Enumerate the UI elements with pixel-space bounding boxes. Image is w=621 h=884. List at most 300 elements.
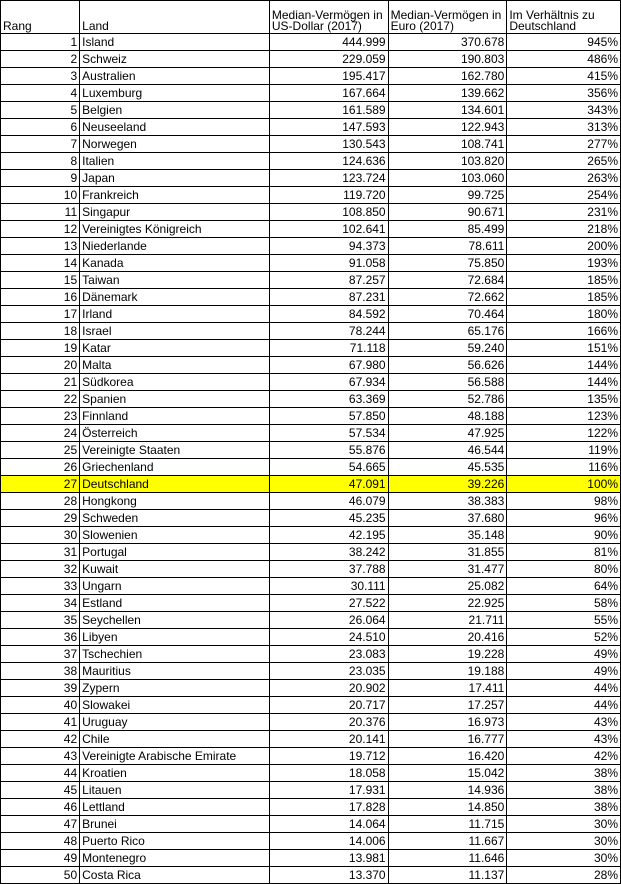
eur-value-cell[interactable]: 139.662: [388, 85, 507, 102]
table-row: [1, 612, 621, 629]
table-row: [1, 68, 621, 85]
country-cell[interactable]: Montenegro: [80, 850, 270, 867]
eur-value-cell[interactable]: 72.684: [388, 272, 507, 289]
eur-value-cell[interactable]: 56.588: [388, 374, 507, 391]
usd-value-cell[interactable]: 229.059: [269, 51, 388, 68]
eur-value-cell[interactable]: 17.257: [388, 697, 507, 714]
usd-value-cell[interactable]: 67.980: [269, 357, 388, 374]
country-cell[interactable]: Uruguay: [80, 714, 270, 731]
rank-cell[interactable]: 6: [1, 119, 80, 136]
table-row: [1, 425, 621, 442]
ratio-cell[interactable]: 185%: [507, 272, 621, 289]
country-cell[interactable]: Hongkong: [80, 493, 270, 510]
rank-cell[interactable]: 37: [1, 646, 80, 663]
eur-value-cell[interactable]: 90.671: [388, 204, 507, 221]
ratio-cell[interactable]: 486%: [507, 51, 621, 68]
usd-value-cell[interactable]: 14.064: [269, 816, 388, 833]
ratio-cell[interactable]: 277%: [507, 136, 621, 153]
rank-cell[interactable]: 19: [1, 340, 80, 357]
rank-cell[interactable]: 23: [1, 408, 80, 425]
country-cell[interactable]: Österreich: [80, 425, 270, 442]
eur-value-cell[interactable]: 122.943: [388, 119, 507, 136]
country-cell[interactable]: Griechenland: [80, 459, 270, 476]
header-eur[interactable]: Median-Vermögen in Euro (2017): [388, 1, 507, 34]
eur-value-cell[interactable]: 190.803: [388, 51, 507, 68]
ratio-cell[interactable]: 30%: [507, 816, 621, 833]
eur-value-cell[interactable]: 99.725: [388, 187, 507, 204]
eur-value-cell[interactable]: 31.477: [388, 561, 507, 578]
rank-cell[interactable]: 32: [1, 561, 80, 578]
eur-value-cell[interactable]: 14.936: [388, 782, 507, 799]
country-cell[interactable]: Katar: [80, 340, 270, 357]
usd-value-cell[interactable]: 102.641: [269, 221, 388, 238]
eur-value-cell[interactable]: 11.137: [388, 867, 507, 884]
eur-value-cell[interactable]: 103.820: [388, 153, 507, 170]
table-row: [1, 340, 621, 357]
eur-value-cell[interactable]: 72.662: [388, 289, 507, 306]
table-row: [1, 748, 621, 765]
rank-cell[interactable]: 4: [1, 85, 80, 102]
country-cell[interactable]: Chile: [80, 731, 270, 748]
table-header: [1, 1, 621, 34]
rank-cell[interactable]: 25: [1, 442, 80, 459]
ratio-cell[interactable]: 100%: [507, 476, 621, 493]
eur-value-cell[interactable]: 70.464: [388, 306, 507, 323]
eur-value-cell[interactable]: 78.611: [388, 238, 507, 255]
country-cell[interactable]: Schweiz: [80, 51, 270, 68]
usd-value-cell[interactable]: 67.934: [269, 374, 388, 391]
country-cell[interactable]: Lettland: [80, 799, 270, 816]
table-row: [1, 221, 621, 238]
country-cell[interactable]: Spanien: [80, 391, 270, 408]
table-row: [1, 374, 621, 391]
rank-cell[interactable]: 8: [1, 153, 80, 170]
eur-value-cell[interactable]: 52.786: [388, 391, 507, 408]
usd-value-cell[interactable]: 54.665: [269, 459, 388, 476]
header-ratio[interactable]: Im Verhältnis zu Deutschland: [507, 1, 621, 34]
table-row: [1, 51, 621, 68]
eur-value-cell[interactable]: 103.060: [388, 170, 507, 187]
ratio-cell[interactable]: 58%: [507, 595, 621, 612]
rank-cell[interactable]: 50: [1, 867, 80, 884]
country-cell[interactable]: Belgien: [80, 102, 270, 119]
ratio-cell[interactable]: 43%: [507, 714, 621, 731]
table-row: [1, 442, 621, 459]
table-row: [1, 578, 621, 595]
table-row: [1, 170, 621, 187]
usd-value-cell[interactable]: 45.235: [269, 510, 388, 527]
country-cell[interactable]: Vereinigte Staaten: [80, 442, 270, 459]
rank-cell[interactable]: 28: [1, 493, 80, 510]
country-cell[interactable]: Niederlande: [80, 238, 270, 255]
country-cell[interactable]: Kanada: [80, 255, 270, 272]
eur-value-cell[interactable]: 15.042: [388, 765, 507, 782]
table-row: [1, 136, 621, 153]
country-cell[interactable]: Südkorea: [80, 374, 270, 391]
ratio-cell[interactable]: 30%: [507, 850, 621, 867]
rank-cell[interactable]: 43: [1, 748, 80, 765]
eur-value-cell[interactable]: 47.925: [388, 425, 507, 442]
country-cell[interactable]: Brunei: [80, 816, 270, 833]
usd-value-cell[interactable]: 119.720: [269, 187, 388, 204]
table-row: [1, 816, 621, 833]
eur-value-cell[interactable]: 16.777: [388, 731, 507, 748]
rank-cell[interactable]: 2: [1, 51, 80, 68]
table-row: [1, 595, 621, 612]
table-row: [1, 153, 621, 170]
country-cell[interactable]: Luxemburg: [80, 85, 270, 102]
eur-value-cell[interactable]: 11.646: [388, 850, 507, 867]
table-row: [1, 272, 621, 289]
table-row: [1, 187, 621, 204]
ratio-cell[interactable]: 415%: [507, 68, 621, 85]
country-cell[interactable]: Finnland: [80, 408, 270, 425]
country-cell[interactable]: Vereinigte Arabische Emirate: [80, 748, 270, 765]
ratio-cell[interactable]: 44%: [507, 680, 621, 697]
table-row: [1, 85, 621, 102]
rank-cell[interactable]: 29: [1, 510, 80, 527]
rank-cell[interactable]: 9: [1, 170, 80, 187]
table-row: [1, 306, 621, 323]
ratio-cell[interactable]: 218%: [507, 221, 621, 238]
ratio-cell[interactable]: 30%: [507, 833, 621, 850]
table-row: [1, 731, 621, 748]
ratio-cell[interactable]: 96%: [507, 510, 621, 527]
table-row: [1, 204, 621, 221]
country-cell[interactable]: Neuseeland: [80, 119, 270, 136]
table-row: [1, 714, 621, 731]
table-row: [1, 833, 621, 850]
ratio-cell[interactable]: 43%: [507, 731, 621, 748]
usd-value-cell[interactable]: 14.006: [269, 833, 388, 850]
rank-cell[interactable]: 33: [1, 578, 80, 595]
usd-value-cell[interactable]: 17.828: [269, 799, 388, 816]
rank-cell[interactable]: 7: [1, 136, 80, 153]
ratio-cell[interactable]: 90%: [507, 527, 621, 544]
usd-value-cell[interactable]: 71.118: [269, 340, 388, 357]
usd-value-cell[interactable]: 130.543: [269, 136, 388, 153]
usd-value-cell[interactable]: 167.664: [269, 85, 388, 102]
usd-value-cell[interactable]: 42.195: [269, 527, 388, 544]
country-cell[interactable]: Irland: [80, 306, 270, 323]
country-cell[interactable]: Schweden: [80, 510, 270, 527]
country-cell[interactable]: Singapur: [80, 204, 270, 221]
usd-value-cell[interactable]: 18.058: [269, 765, 388, 782]
header-rank[interactable]: Rang: [1, 1, 80, 34]
eur-value-cell[interactable]: 19.228: [388, 646, 507, 663]
country-cell[interactable]: Australien: [80, 68, 270, 85]
country-cell[interactable]: Deutschland: [80, 476, 270, 493]
usd-value-cell[interactable]: 87.257: [269, 272, 388, 289]
rank-cell[interactable]: 1: [1, 34, 80, 51]
usd-value-cell[interactable]: 46.079: [269, 493, 388, 510]
eur-value-cell[interactable]: 21.711: [388, 612, 507, 629]
ratio-cell[interactable]: 52%: [507, 629, 621, 646]
ratio-cell[interactable]: 144%: [507, 357, 621, 374]
ratio-cell[interactable]: 265%: [507, 153, 621, 170]
ratio-cell[interactable]: 180%: [507, 306, 621, 323]
table-row: [1, 697, 621, 714]
ratio-cell[interactable]: 193%: [507, 255, 621, 272]
country-cell[interactable]: Dänemark: [80, 289, 270, 306]
eur-value-cell[interactable]: 75.850: [388, 255, 507, 272]
country-cell[interactable]: Tschechien: [80, 646, 270, 663]
rank-cell[interactable]: 15: [1, 272, 80, 289]
ratio-cell[interactable]: 28%: [507, 867, 621, 884]
ratio-cell[interactable]: 49%: [507, 663, 621, 680]
usd-value-cell[interactable]: 47.091: [269, 476, 388, 493]
country-cell[interactable]: Israel: [80, 323, 270, 340]
rank-cell[interactable]: 13: [1, 238, 80, 255]
ratio-cell[interactable]: 42%: [507, 748, 621, 765]
usd-value-cell[interactable]: 38.242: [269, 544, 388, 561]
eur-value-cell[interactable]: 56.626: [388, 357, 507, 374]
rank-cell[interactable]: 30: [1, 527, 80, 544]
rank-cell[interactable]: 10: [1, 187, 80, 204]
rank-cell[interactable]: 3: [1, 68, 80, 85]
table-body: [1, 34, 621, 884]
eur-value-cell[interactable]: 45.535: [388, 459, 507, 476]
ratio-cell[interactable]: 263%: [507, 170, 621, 187]
country-cell[interactable]: Portugal: [80, 544, 270, 561]
rank-cell[interactable]: 5: [1, 102, 80, 119]
rank-cell[interactable]: 40: [1, 697, 80, 714]
usd-value-cell[interactable]: 55.876: [269, 442, 388, 459]
usd-value-cell[interactable]: 161.589: [269, 102, 388, 119]
rank-cell[interactable]: 49: [1, 850, 80, 867]
ratio-cell[interactable]: 122%: [507, 425, 621, 442]
eur-value-cell[interactable]: 20.416: [388, 629, 507, 646]
usd-value-cell[interactable]: 30.111: [269, 578, 388, 595]
table-row: [1, 561, 621, 578]
eur-value-cell[interactable]: 38.383: [388, 493, 507, 510]
eur-value-cell[interactable]: 14.850: [388, 799, 507, 816]
rank-cell[interactable]: 42: [1, 731, 80, 748]
table-row: [1, 646, 621, 663]
usd-value-cell[interactable]: 17.931: [269, 782, 388, 799]
table-row: [1, 527, 621, 544]
ratio-cell[interactable]: 64%: [507, 578, 621, 595]
rank-cell[interactable]: 38: [1, 663, 80, 680]
table-row: [1, 629, 621, 646]
country-cell[interactable]: Kuwait: [80, 561, 270, 578]
usd-value-cell[interactable]: 78.244: [269, 323, 388, 340]
usd-value-cell[interactable]: 63.369: [269, 391, 388, 408]
rank-cell[interactable]: 39: [1, 680, 80, 697]
rank-cell[interactable]: 14: [1, 255, 80, 272]
header-usd[interactable]: Median-Vermögen in US-Dollar (2017): [269, 1, 388, 34]
usd-value-cell[interactable]: 23.035: [269, 663, 388, 680]
rank-cell[interactable]: 21: [1, 374, 80, 391]
country-cell[interactable]: Zypern: [80, 680, 270, 697]
eur-value-cell[interactable]: 134.601: [388, 102, 507, 119]
ratio-cell[interactable]: 151%: [507, 340, 621, 357]
rank-cell[interactable]: 22: [1, 391, 80, 408]
usd-value-cell[interactable]: 123.724: [269, 170, 388, 187]
country-cell[interactable]: Malta: [80, 357, 270, 374]
ratio-cell[interactable]: 38%: [507, 782, 621, 799]
country-cell[interactable]: Costa Rica: [80, 867, 270, 884]
usd-value-cell[interactable]: 20.141: [269, 731, 388, 748]
rank-cell[interactable]: 34: [1, 595, 80, 612]
rank-cell[interactable]: 26: [1, 459, 80, 476]
ratio-cell[interactable]: 231%: [507, 204, 621, 221]
rank-cell[interactable]: 20: [1, 357, 80, 374]
usd-value-cell[interactable]: 94.373: [269, 238, 388, 255]
rank-cell[interactable]: 45: [1, 782, 80, 799]
ratio-cell[interactable]: 945%: [507, 34, 621, 51]
country-cell[interactable]: Kroatien: [80, 765, 270, 782]
table-row: [1, 850, 621, 867]
usd-value-cell[interactable]: 84.592: [269, 306, 388, 323]
eur-value-cell[interactable]: 11.715: [388, 816, 507, 833]
ratio-cell[interactable]: 38%: [507, 799, 621, 816]
ratio-cell[interactable]: 38%: [507, 765, 621, 782]
country-cell[interactable]: Mauritius: [80, 663, 270, 680]
country-cell[interactable]: Estland: [80, 595, 270, 612]
ratio-cell[interactable]: 356%: [507, 85, 621, 102]
ratio-cell[interactable]: 254%: [507, 187, 621, 204]
eur-value-cell[interactable]: 85.499: [388, 221, 507, 238]
eur-value-cell[interactable]: 22.925: [388, 595, 507, 612]
rank-cell[interactable]: 11: [1, 204, 80, 221]
eur-value-cell[interactable]: 17.411: [388, 680, 507, 697]
rank-cell[interactable]: 24: [1, 425, 80, 442]
rank-cell[interactable]: 12: [1, 221, 80, 238]
rank-cell[interactable]: 47: [1, 816, 80, 833]
ratio-cell[interactable]: 135%: [507, 391, 621, 408]
table-row: [1, 544, 621, 561]
eur-value-cell[interactable]: 35.148: [388, 527, 507, 544]
ratio-cell[interactable]: 144%: [507, 374, 621, 391]
table-row: [1, 238, 621, 255]
eur-value-cell[interactable]: 19.188: [388, 663, 507, 680]
eur-value-cell[interactable]: 11.667: [388, 833, 507, 850]
eur-value-cell[interactable]: 37.680: [388, 510, 507, 527]
rank-cell[interactable]: 36: [1, 629, 80, 646]
usd-value-cell[interactable]: 27.522: [269, 595, 388, 612]
usd-value-cell[interactable]: 23.083: [269, 646, 388, 663]
usd-value-cell[interactable]: 20.376: [269, 714, 388, 731]
country-cell[interactable]: Libyen: [80, 629, 270, 646]
country-cell[interactable]: Italien: [80, 153, 270, 170]
country-cell[interactable]: Litauen: [80, 782, 270, 799]
eur-value-cell[interactable]: 31.855: [388, 544, 507, 561]
eur-value-cell[interactable]: 46.544: [388, 442, 507, 459]
ratio-cell[interactable]: 116%: [507, 459, 621, 476]
usd-value-cell[interactable]: 24.510: [269, 629, 388, 646]
rank-cell[interactable]: 18: [1, 323, 80, 340]
usd-value-cell[interactable]: 87.231: [269, 289, 388, 306]
usd-value-cell[interactable]: 37.788: [269, 561, 388, 578]
ratio-cell[interactable]: 313%: [507, 119, 621, 136]
table-row: [1, 34, 621, 51]
eur-value-cell[interactable]: 16.420: [388, 748, 507, 765]
table-row: [1, 459, 621, 476]
ratio-cell[interactable]: 200%: [507, 238, 621, 255]
ratio-cell[interactable]: 119%: [507, 442, 621, 459]
usd-value-cell[interactable]: 19.712: [269, 748, 388, 765]
country-cell[interactable]: Seychellen: [80, 612, 270, 629]
header-country[interactable]: Land: [80, 1, 270, 34]
header-row: [1, 1, 621, 34]
country-cell[interactable]: Frankreich: [80, 187, 270, 204]
rank-cell[interactable]: 46: [1, 799, 80, 816]
eur-value-cell[interactable]: 59.240: [388, 340, 507, 357]
usd-value-cell[interactable]: 13.370: [269, 867, 388, 884]
ratio-cell[interactable]: 81%: [507, 544, 621, 561]
rank-cell[interactable]: 17: [1, 306, 80, 323]
eur-value-cell[interactable]: 48.188: [388, 408, 507, 425]
table-row: [1, 782, 621, 799]
rank-cell[interactable]: 41: [1, 714, 80, 731]
rank-cell[interactable]: 48: [1, 833, 80, 850]
country-cell[interactable]: Island: [80, 34, 270, 51]
usd-value-cell[interactable]: 444.999: [269, 34, 388, 51]
usd-value-cell[interactable]: 13.981: [269, 850, 388, 867]
usd-value-cell[interactable]: 195.417: [269, 68, 388, 85]
usd-value-cell[interactable]: 20.717: [269, 697, 388, 714]
usd-value-cell[interactable]: 57.534: [269, 425, 388, 442]
rank-cell[interactable]: 31: [1, 544, 80, 561]
country-cell[interactable]: Japan: [80, 170, 270, 187]
usd-value-cell[interactable]: 26.064: [269, 612, 388, 629]
usd-value-cell[interactable]: 108.850: [269, 204, 388, 221]
table-row: [1, 102, 621, 119]
ratio-cell[interactable]: 49%: [507, 646, 621, 663]
rank-cell[interactable]: 27: [1, 476, 80, 493]
table-row: [1, 765, 621, 782]
country-cell[interactable]: Norwegen: [80, 136, 270, 153]
ratio-cell[interactable]: 166%: [507, 323, 621, 340]
ratio-cell[interactable]: 55%: [507, 612, 621, 629]
usd-value-cell[interactable]: 57.850: [269, 408, 388, 425]
table-row: [1, 493, 621, 510]
ratio-cell[interactable]: 343%: [507, 102, 621, 119]
usd-value-cell[interactable]: 147.593: [269, 119, 388, 136]
country-cell[interactable]: Vereinigtes Königreich: [80, 221, 270, 238]
eur-value-cell[interactable]: 16.973: [388, 714, 507, 731]
country-cell[interactable]: Ungarn: [80, 578, 270, 595]
country-cell[interactable]: Puerto Rico: [80, 833, 270, 850]
table-row: [1, 289, 621, 306]
ratio-cell[interactable]: 44%: [507, 697, 621, 714]
eur-value-cell[interactable]: 25.082: [388, 578, 507, 595]
table-row: [1, 680, 621, 697]
usd-value-cell[interactable]: 91.058: [269, 255, 388, 272]
table-row: [1, 867, 621, 884]
rank-cell[interactable]: 16: [1, 289, 80, 306]
usd-value-cell[interactable]: 20.902: [269, 680, 388, 697]
country-cell[interactable]: Slowenien: [80, 527, 270, 544]
ratio-cell[interactable]: 185%: [507, 289, 621, 306]
table-row: [1, 663, 621, 680]
ratio-cell[interactable]: 80%: [507, 561, 621, 578]
ratio-cell[interactable]: 98%: [507, 493, 621, 510]
eur-value-cell[interactable]: 39.226: [388, 476, 507, 493]
rank-cell[interactable]: 35: [1, 612, 80, 629]
table-row: [1, 799, 621, 816]
eur-value-cell[interactable]: 108.741: [388, 136, 507, 153]
eur-value-cell[interactable]: 370.678: [388, 34, 507, 51]
country-cell[interactable]: Slowakei: [80, 697, 270, 714]
eur-value-cell[interactable]: 65.176: [388, 323, 507, 340]
country-cell[interactable]: Taiwan: [80, 272, 270, 289]
ratio-cell[interactable]: 123%: [507, 408, 621, 425]
rank-cell[interactable]: 44: [1, 765, 80, 782]
usd-value-cell[interactable]: 124.636: [269, 153, 388, 170]
eur-value-cell[interactable]: 162.780: [388, 68, 507, 85]
